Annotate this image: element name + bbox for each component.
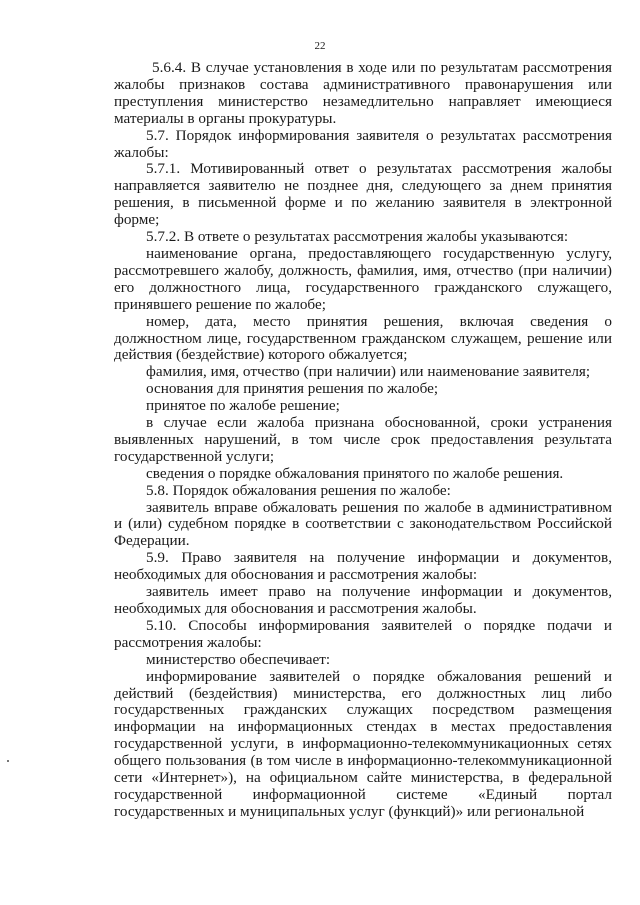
paragraph-ministry-provides: министерство обеспечивает: [146, 650, 331, 668]
scan-speck [7, 760, 9, 762]
paragraph-info-right: заявитель имеет право на получение информации и документов, необходимых для обоснования и рассмотрения жалобы. [114, 583, 612, 617]
paragraph-5-10: 5.10. Способы информирования заявителей о порядке подачи и рассмотрения жалобы: [114, 616, 612, 651]
paragraph-5-7: 5.7. Порядок информирования заявителя о результатах рассмотрения жалобы: [114, 126, 612, 161]
list-item-remedy-terms: в случае если жалоба признана обоснованной, сроки устранения выявленных нарушений, в том числе срок предоставления результата государственной услуги; [114, 414, 612, 465]
paragraph-5-7-1: 5.7.1. Мотивированный ответ о результатах рассмотрения жалобы направляется заявителю не позднее дня, следующего за днем принятия решения, в письменной форме и по желанию заявителя в электронной форме; [114, 160, 612, 229]
paragraph-5-6-4: 5.6.4. В случае установления в ходе или по результатам рассмотрения жалобы признаков состава административного правонарушения или преступления министерство незамедлительно направляет имеющиеся материалы в органы прокуратуры. [114, 59, 612, 127]
paragraph-5-7-2: 5.7.2. В ответе о результатах рассмотрения жалобы указываются: [146, 228, 569, 246]
list-item-decision: принятое по жалобе решение; [146, 397, 340, 415]
document-body [114, 60, 612, 821]
page-number: 22 [314, 40, 326, 52]
list-item-decision-details: номер, дата, место принятия решения, включая сведения о должностном лице, государственном гражданском служащем, решение или действия (бездействие) которого обжалуется; [114, 312, 612, 364]
paragraph-5-9: 5.9. Право заявителя на получение информации и документов, необходимых для обоснования и рассмотрения жалобы: [114, 549, 612, 584]
paragraph-appeal-right: заявитель вправе обжаловать решения по жалобе в административном и (или) судебном порядке в соответствии с законодательством Российской Федерации. [114, 498, 612, 550]
list-item-organ-name: наименование органа, предоставляющего государственную услугу, рассмотревшего жалобу, должность, фамилия, имя, отчество (при наличии) его должностного лица, государственного гражданского служащего, принявшего решение по жалобе; [114, 244, 612, 313]
list-item-appeal-info: сведения о порядке обжалования принятого по жалобе решения. [146, 464, 564, 482]
list-item-grounds: основания для принятия решения по жалобе; [146, 380, 439, 398]
paragraph-informing: информирование заявителей о порядке обжалования решений и действий (бездействия) министерства, его должностных лиц либо государственных гражданских служащих посредством размещения информации на информационных стендах в местах предоставления государственной услуги, в информационно-телекоммуникационных сетях общего пользования (в том числе в информационно-телекоммуникационной сети «Интернет»), на официальном сайте министерства, в федеральной государственной информационной системе «Единый портал государственных и муниципальных услуг (функций)» или региональной [114, 667, 612, 820]
list-item-applicant-name: фамилия, имя, отчество (при наличии) или наименование заявителя; [146, 363, 591, 381]
paragraph-5-8: 5.8. Порядок обжалования решения по жалобе: [146, 481, 451, 499]
